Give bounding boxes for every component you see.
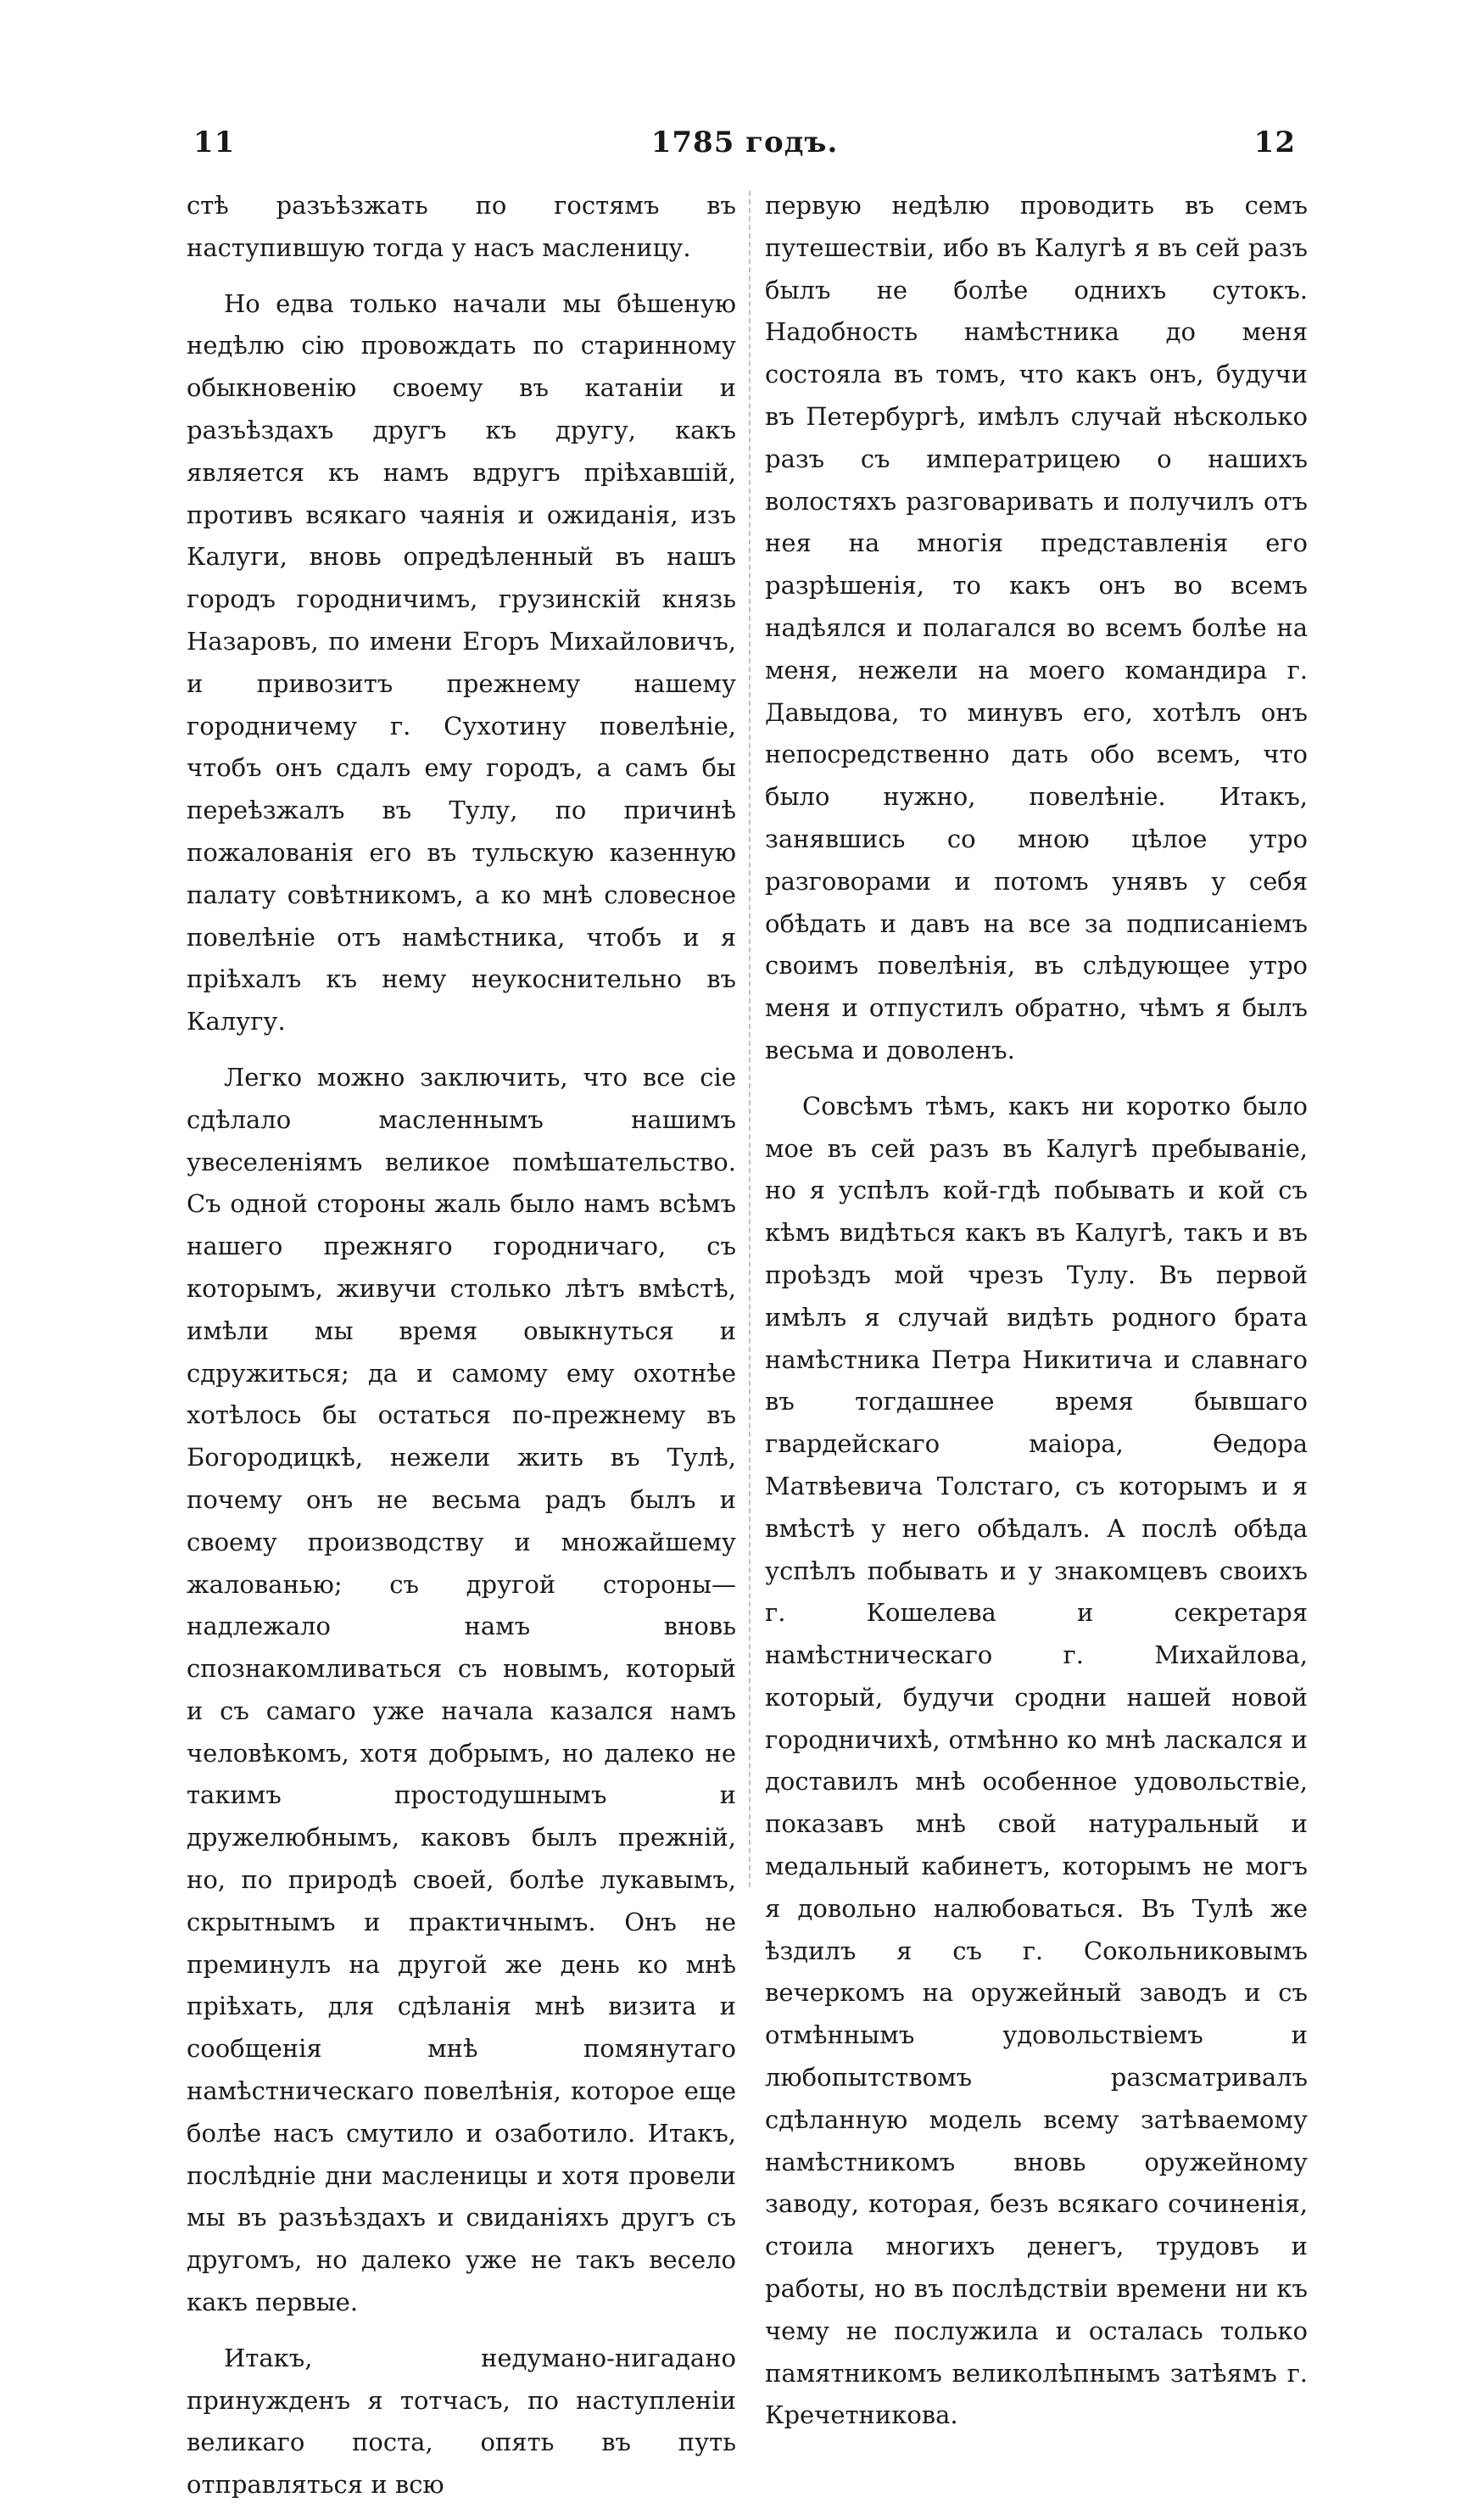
left-column	[187, 185, 736, 2520]
running-head	[193, 126, 1296, 168]
page-number-right: 12	[1253, 126, 1296, 159]
paragraph: стѣ разъѣзжать по гостямъ въ наступившую тогда у насъ масленицу.	[187, 191, 736, 262]
paragraph: первую недѣлю проводить въ семъ путешествіи, ибо въ Калугѣ я въ сей разъ былъ не болѣе однихъ сутокъ. Надобность намѣстника до меня состояла въ томъ, что какъ онъ, будучи въ Петербургѣ, имѣлъ случай нѣсколько разъ съ императрицею о нашихъ волостяхъ разговаривать и получилъ отъ нея на многія представленія его разрѣшенія, то какъ онъ во всемъ надѣялся и полагался во всемъ болѣе на меня, нежели на моего командира г. Давыдова, то минувъ его, хотѣлъ онъ непосредственно дать обо всемъ, что было нужно, повелѣніе. Итакъ, занявшись со мною цѣлое утро разговорами и потомъ унявъ у себя обѣдать и давъ на все за подписаніемъ своимъ повелѣнія, въ слѣдующее утро меня и отпустилъ обратно, чѣмъ я былъ весьма и доволенъ.	[765, 191, 1308, 1064]
page-number-left: 11	[193, 126, 236, 159]
paragraph: Совсѣмъ тѣмъ, какъ ни коротко было мое въ сей разъ въ Калугѣ пребываніе, но я успѣлъ кой-гдѣ побывать и кой съ кѣмъ видѣться какъ въ Калугѣ, такъ и въ проѣздъ мой чрезъ Тулу. Въ первой имѣлъ я случай видѣть родного брата намѣстника Петра Никитича и славнаго въ тогдашнее время бывшаго гвардейскаго маіора, Ѳедора Матвѣевича Толстаго, съ которымъ и я вмѣстѣ у него обѣдалъ. А послѣ обѣда успѣлъ побывать и у знакомцевъ своихъ г. Кошелева и секретаря намѣстническаго г. Михайлова, который, будучи сродни нашей новой городничихѣ, отмѣнно ко мнѣ ласкался и доставилъ мнѣ особенное удовольствіе, показавъ мнѣ свой натуральный и медальный кабинетъ, которымъ не могъ я довольно налюбоваться. Въ Тулѣ же ѣздилъ я съ г. Сокольниковымъ вечеркомъ на оружейный заводъ и съ отмѣннымъ удовольствіемъ и любопытствомъ разсматривалъ сдѣланную модель всему затѣваемому намѣстникомъ вновь оружейному заводу, которая, безъ всякаго сочиненія, стоила многихъ денегъ, трудовъ и работы, но въ послѣдствіи времени ни къ чему не послужила и осталась только памятникомъ великолѣпнымъ затѣямъ г. Кречетникова.	[765, 1091, 1308, 2430]
right-column	[765, 185, 1308, 2450]
column-divider	[749, 191, 751, 1887]
running-title: 1785 годъ.	[650, 126, 839, 159]
paragraph: Легко можно заключить, что все сіе сдѣлало масленнымъ нашимъ увеселеніямъ великое помѣшательство. Съ одной стороны жаль было намъ всѣмъ нашего прежняго городничаго, съ которымъ, живучи столько лѣтъ вмѣстѣ, имѣли мы время овыкнуться и сдружиться; да и самому ему охотнѣе хотѣлось бы остаться по-прежнему въ Богородицкѣ, нежели жить въ Тулѣ, почему онъ не весьма радъ былъ и своему производству и множайшему жалованью; съ другой стороны—надлежало намъ вновь спознакомливаться съ новымъ, который и съ самаго уже начала казался намъ человѣкомъ, хотя добрымъ, но далеко не такимъ простодушнымъ и дружелюбнымъ, каковъ былъ прежній, но, по природѣ своей, болѣе лукавымъ, скрытнымъ и практичнымъ. Онъ не преминулъ на другой же день ко мнѣ пріѣхать, для сдѣланія мнѣ визита и сообщенія мнѣ помянутаго намѣстническаго повелѣнія, которое еще болѣе насъ смутило и озаботило. Итакъ, послѣдніе дни масленицы и хотя провели мы въ разъѣздахъ и свиданіяхъ другъ съ другомъ, но далеко уже не такъ весело какъ первые.	[187, 1062, 736, 2317]
paragraph: Итакъ, недумано-нигадано принужденъ я тотчасъ, по наступленіи великаго поста, опять въ путь отправляться и всю	[187, 2343, 736, 2500]
paragraph: Но едва только начали мы бѣшеную недѣлю сію провождать по старинному обыкновенію своему въ катаніи и разъѣздахъ другъ къ другу, какъ является къ намъ вдругъ пріѣхавшій, противъ всякаго чаянія и ожиданія, изъ Калуги, вновь опредѣленный въ нашъ городъ городничимъ, грузинскій князь Назаровъ, по имени Егоръ Михайловичъ, и привозитъ прежнему нашему городничему г. Сухотину повелѣніе, чтобъ онъ сдалъ ему городъ, а самъ бы переѣзжалъ въ Тулу, по причинѣ пожалованія его въ тульскую казенную палату совѣтникомъ, а ко мнѣ словесное повелѣніе отъ намѣстника, чтобъ и я пріѣхалъ къ нему неукоснительно въ Калугу.	[187, 288, 736, 1036]
